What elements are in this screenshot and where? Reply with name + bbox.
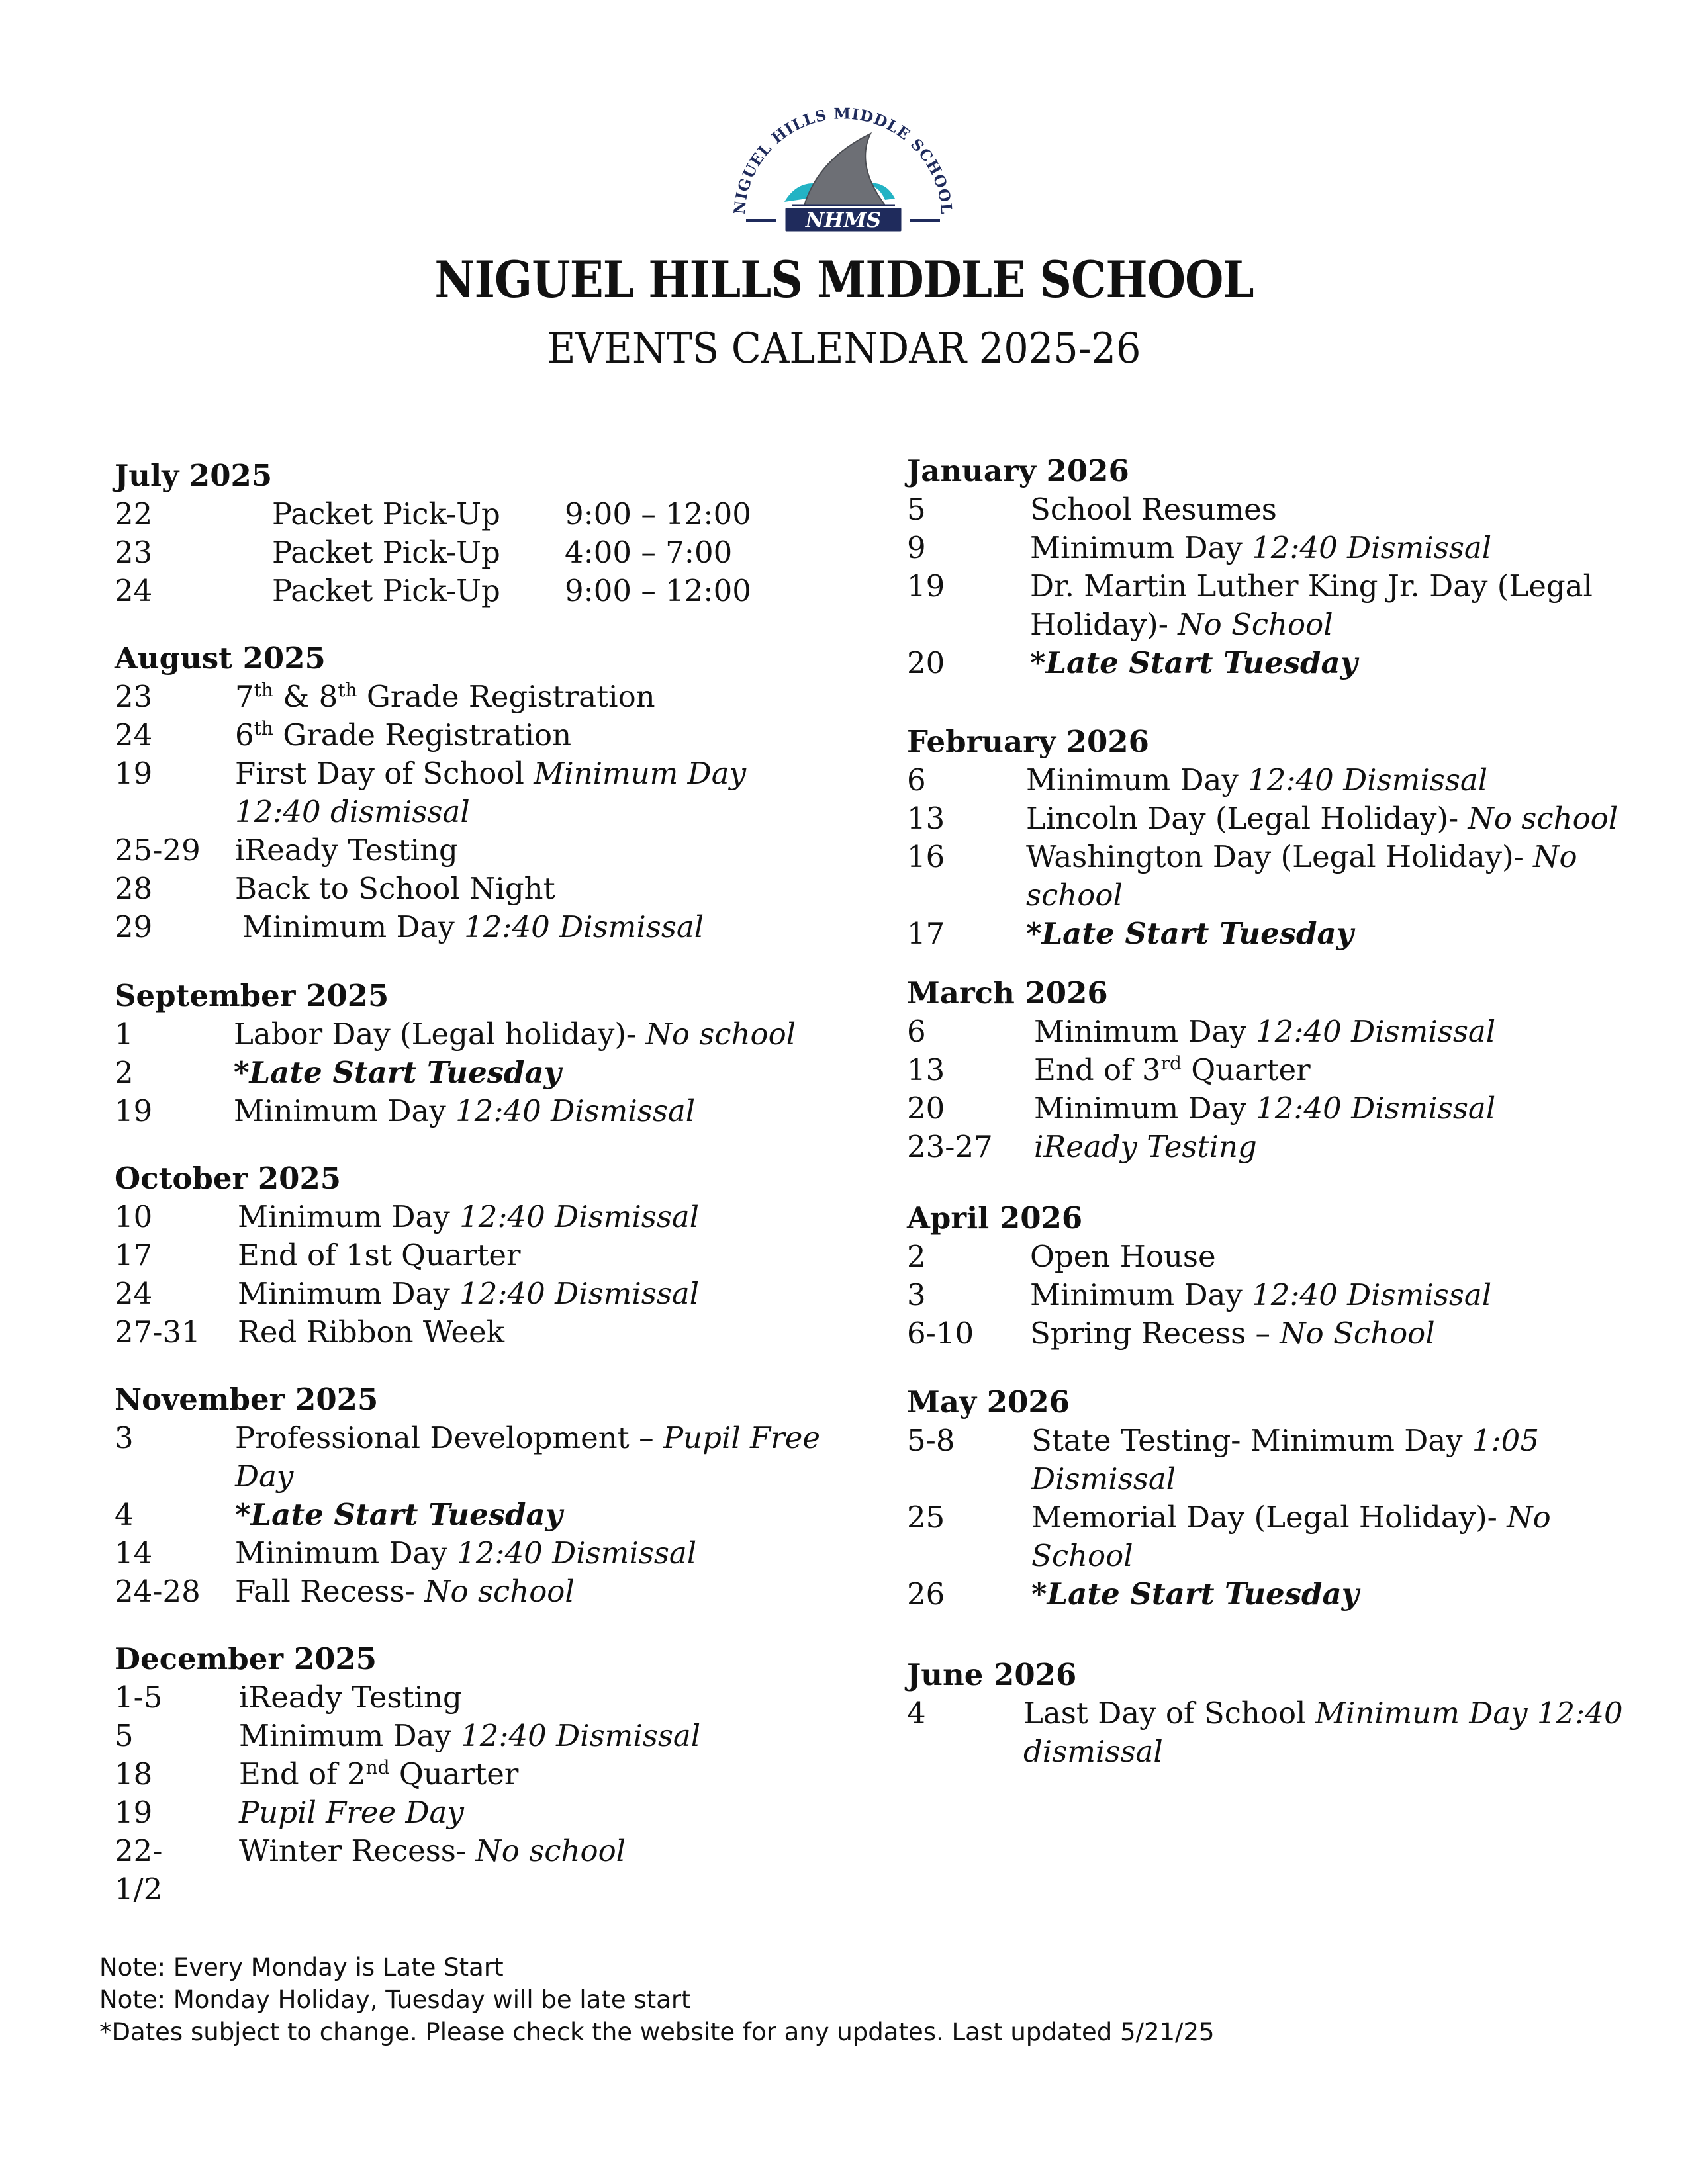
event-text: End of 2nd Quarter xyxy=(239,1756,519,1792)
event-date: 14 xyxy=(115,1535,153,1570)
shark-fin-icon xyxy=(804,134,885,205)
logo-badge-text: NHMS xyxy=(805,208,882,232)
event-text: 6th Grade Registration xyxy=(235,717,572,752)
month-heading-april: April 2026 xyxy=(907,1201,1083,1236)
month-heading-july: July 2025 xyxy=(115,458,273,493)
event-date: 10 xyxy=(115,1199,153,1234)
event-text: Minimum Day 12:40 Dismissal xyxy=(242,909,704,944)
event-time: 9:00 – 12:00 xyxy=(565,573,751,608)
event-text: iReady Testing xyxy=(239,1680,462,1715)
event-text: Minimum Day 12:40 Dismissal xyxy=(1026,762,1488,797)
event-date: 24-28 xyxy=(115,1574,201,1609)
page-title: NIGUEL HILLS MIDDLE SCHOOL xyxy=(434,250,1254,309)
event-date: 6 xyxy=(907,762,926,797)
event-text: Winter Recess- No school xyxy=(239,1833,626,1868)
event-text: End of 3rd Quarter xyxy=(1034,1052,1311,1087)
event-text: Minimum Day 12:40 Dismissal xyxy=(238,1276,700,1311)
event-date-continued: 1/2 xyxy=(115,1872,163,1907)
event-text: Lincoln Day (Legal Holiday)- No school xyxy=(1026,801,1618,836)
event-date: 5 xyxy=(115,1718,134,1753)
event-text-continued: dismissal xyxy=(1023,1734,1163,1769)
event-date: 29 xyxy=(115,909,153,944)
logo-arc-text: NIGUEL HILLS MIDDLE SCHOOL xyxy=(730,105,956,216)
month-heading-august: August 2025 xyxy=(115,641,326,676)
month-heading-november: November 2025 xyxy=(115,1382,379,1417)
event-text: Spring Recess – No School xyxy=(1030,1316,1435,1351)
event-date: 20 xyxy=(907,1091,945,1126)
event-text: Minimum Day 12:40 Dismissal xyxy=(239,1718,701,1753)
event-text: Washington Day (Legal Holiday)- No xyxy=(1026,839,1577,874)
event-text: Back to School Night xyxy=(235,871,555,906)
event-text: State Testing- Minimum Day 1:05 xyxy=(1031,1423,1539,1458)
event-text: Packet Pick-Up xyxy=(272,496,500,531)
event-date: 24 xyxy=(115,573,153,608)
event-date: 23 xyxy=(115,679,153,714)
event-text: Last Day of School Minimum Day 12:40 xyxy=(1023,1696,1623,1731)
event-date: 22 xyxy=(115,496,153,531)
footer-notes xyxy=(99,1951,1215,2048)
event-text: School Resumes xyxy=(1030,492,1277,527)
event-date: 4 xyxy=(907,1696,926,1731)
event-text: Labor Day (Legal holiday)- No school xyxy=(234,1017,796,1052)
event-date: 1 xyxy=(115,1017,134,1052)
school-logo xyxy=(720,99,966,232)
event-text: End of 1st Quarter xyxy=(238,1238,521,1273)
event-text-continued: Day xyxy=(235,1459,294,1494)
note-line: *Dates subject to change. Please check the website for any updates. Last updated 5/21/25 xyxy=(99,2018,1215,2046)
month-heading-september: September 2025 xyxy=(115,978,389,1013)
event-text: iReady Testing xyxy=(235,833,458,868)
event-text: Minimum Day 12:40 Dismissal xyxy=(1034,1091,1496,1126)
event-date: 18 xyxy=(115,1756,153,1792)
event-date: 9 xyxy=(907,530,926,565)
month-heading-may: May 2026 xyxy=(907,1385,1070,1420)
page-subtitle: EVENTS CALENDAR 2025-26 xyxy=(547,324,1141,373)
event-text: Packet Pick-Up xyxy=(272,535,500,570)
event-date: 28 xyxy=(115,871,153,906)
event-date: 19 xyxy=(907,569,945,604)
event-date: 3 xyxy=(907,1277,926,1312)
event-date: 26 xyxy=(907,1576,945,1612)
event-date: 17 xyxy=(115,1238,153,1273)
event-text: Minimum Day 12:40 Dismissal xyxy=(234,1093,696,1128)
event-text: Pupil Free Day xyxy=(239,1795,464,1830)
month-heading-january: January 2026 xyxy=(907,453,1129,488)
event-date: 2 xyxy=(115,1055,134,1090)
event-date: 25 xyxy=(907,1500,945,1535)
event-text: Packet Pick-Up xyxy=(272,573,500,608)
event-date: 16 xyxy=(907,839,945,874)
event-time: 4:00 – 7:00 xyxy=(565,535,733,570)
event-text: Minimum Day 12:40 Dismissal xyxy=(1030,1277,1492,1312)
event-text: *Late Start Tuesday xyxy=(235,1497,563,1532)
note-line: Note: Every Monday is Late Start xyxy=(99,1953,504,1981)
event-text: *Late Start Tuesday xyxy=(234,1055,561,1090)
event-date: 17 xyxy=(907,916,945,951)
event-text: Red Ribbon Week xyxy=(238,1314,505,1349)
event-date: 27-31 xyxy=(115,1314,201,1349)
event-text: Minimum Day 12:40 Dismissal xyxy=(1030,530,1492,565)
event-text: *Late Start Tuesday xyxy=(1031,1576,1359,1612)
event-date: 23 xyxy=(115,535,153,570)
event-text: 7th & 8th Grade Registration xyxy=(235,679,655,714)
month-heading-december: December 2025 xyxy=(115,1641,377,1676)
event-text-continued: School xyxy=(1031,1538,1133,1573)
event-date: 4 xyxy=(115,1497,134,1532)
event-text: *Late Start Tuesday xyxy=(1026,916,1354,951)
event-text-continued: 12:40 dismissal xyxy=(235,794,470,829)
event-date: 24 xyxy=(115,717,153,752)
note-line: Note: Monday Holiday, Tuesday will be late start xyxy=(99,1985,691,2014)
event-text: iReady Testing xyxy=(1034,1129,1257,1164)
event-date: 24 xyxy=(115,1276,153,1311)
event-text: First Day of School Minimum Day xyxy=(235,756,746,791)
event-date: 22- xyxy=(115,1833,163,1868)
event-date: 23-27 xyxy=(907,1129,993,1164)
event-text: *Late Start Tuesday xyxy=(1030,645,1358,680)
event-date: 19 xyxy=(115,1795,153,1830)
event-date: 5 xyxy=(907,492,926,527)
event-text: Minimum Day 12:40 Dismissal xyxy=(1034,1014,1496,1049)
event-date: 6 xyxy=(907,1014,926,1049)
event-text: Minimum Day 12:40 Dismissal xyxy=(235,1535,697,1570)
event-date: 19 xyxy=(115,1093,153,1128)
event-date: 13 xyxy=(907,1052,945,1087)
event-text: Dr. Martin Luther King Jr. Day (Legal xyxy=(1030,569,1593,604)
event-text-continued: Dismissal xyxy=(1031,1461,1176,1496)
event-date: 25-29 xyxy=(115,833,201,868)
month-heading-march: March 2026 xyxy=(907,976,1108,1011)
event-text: Memorial Day (Legal Holiday)- No xyxy=(1031,1500,1551,1535)
event-date: 1-5 xyxy=(115,1680,163,1715)
event-date: 19 xyxy=(115,756,153,791)
event-date: 3 xyxy=(115,1420,134,1455)
month-heading-february: February 2026 xyxy=(907,724,1149,759)
event-date: 5-8 xyxy=(907,1423,955,1458)
event-text-continued: school xyxy=(1026,878,1123,913)
event-text: Fall Recess- No school xyxy=(235,1574,575,1609)
event-time: 9:00 – 12:00 xyxy=(565,496,751,531)
event-date: 20 xyxy=(907,645,945,680)
event-date: 6-10 xyxy=(907,1316,974,1351)
month-heading-october: October 2025 xyxy=(115,1161,342,1196)
event-date: 13 xyxy=(907,801,945,836)
event-text-continued: Holiday)- No School xyxy=(1030,607,1333,642)
event-text: Professional Development – Pupil Free xyxy=(235,1420,821,1455)
event-text: Minimum Day 12:40 Dismissal xyxy=(238,1199,700,1234)
month-heading-june: June 2026 xyxy=(907,1657,1077,1692)
event-text: Open House xyxy=(1030,1239,1216,1274)
event-date: 2 xyxy=(907,1239,926,1274)
